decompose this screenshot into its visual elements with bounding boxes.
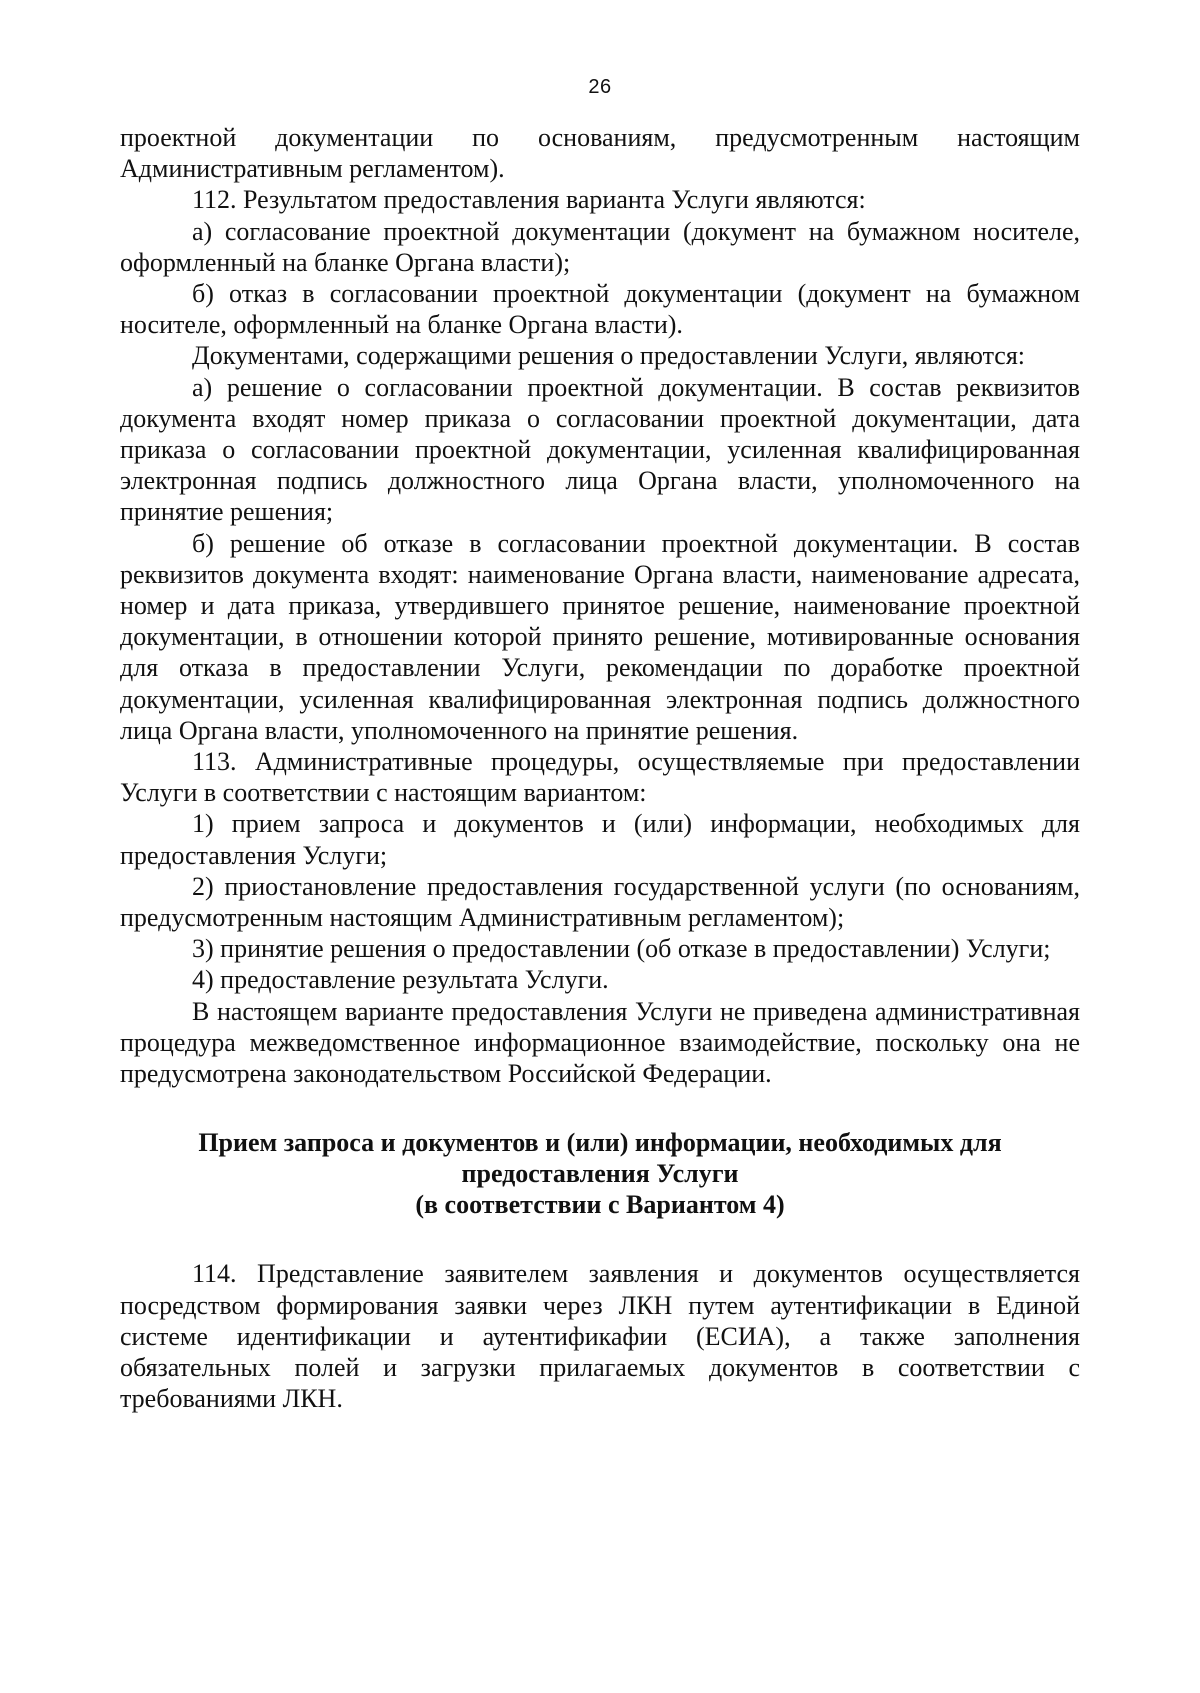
paragraph-113-3: 3) принятие решения о предоставлении (об отказе в предоставлении) Услуги;	[192, 934, 1051, 964]
paragraph-note: В настоящем варианте предоставления Услуги не приведена административная процедура межведомственное информационное взаимодействие, поскольку она не предусмотрена законодательством Российской Федерации.	[120, 996, 1080, 1089]
paragraph-decision-b: б) решение об отказе в согласовании проектной документации. В состав реквизитов документа входят: наименование Органа власти, наименование адресата, номер и дата приказа, утвердившего принятое решение, наименование проектной документации, в отношении которой принято решение, мотивированные основания для отказа в предоставлении Услуги, рекомендации по доработке проектной документации, усиленная квалифицированная электронная подпись должностного лица Органа власти, уполномоченного на принятие решения.	[120, 528, 1080, 745]
paragraph-113-1: 1) прием запроса и документов и (или) информации, необходимых для предоставления Услуги;	[120, 809, 1080, 870]
section-heading	[120, 1127, 1080, 1220]
page-number: 26	[588, 76, 612, 98]
paragraph-113-4: 4) предоставление результата Услуги.	[192, 965, 609, 995]
paragraph-113-2: 2) приостановление предоставления государственной услуги (по основаниям, предусмотренным настоящим Административным регламентом);	[120, 871, 1080, 933]
paragraph-decision-a: а) решение о согласовании проектной документации. В состав реквизитов документа входят номер приказа о согласовании проектной документации, дата приказа о согласовании проектной документации, усиленная квалифицированная электронная подпись должностного лица Органа власти, уполномоченного на принятие решения;	[120, 372, 1080, 527]
section-heading-line-3: (в соответствии с Вариантом 4)	[415, 1190, 785, 1220]
paragraph-114: 114. Представление заявителем заявления и документов осуществляется посредством формирования заявки через ЛКН путем аутентификации в Единой системе идентификации и аутентификафии (ЕСИА), а также заполнения обязательных полей и загрузки прилагаемых документов в соответствии с требованиями ЛКН.	[120, 1259, 1080, 1414]
paragraph-continuation: проектной документации по основаниям, предусмотренным настоящим Административным регламентом).	[120, 123, 1080, 184]
section-heading-line-2: предоставления Услуги	[461, 1159, 739, 1189]
paragraph-112-b: б) отказ в согласовании проектной документации (документ на бумажном носителе, оформленный на бланке Органа власти).	[120, 279, 1080, 340]
paragraph-113: 113. Административные процедуры, осуществляемые при предоставлении Услуги в соответствии с настоящим вариантом:	[120, 747, 1080, 808]
paragraph-documents-decisions: Документами, содержащими решения о предоставлении Услуги, являются:	[192, 341, 1026, 371]
paragraph-112: 112. Результатом предоставления варианта Услуги являются:	[192, 185, 866, 215]
section-heading-line-1: Прием запроса и документов и (или) информации, необходимых для	[198, 1128, 1002, 1158]
document-body	[120, 122, 1080, 1414]
paragraph-112-a: а) согласование проектной документации (документ на бумажном носителе, оформленный на бланке Органа власти);	[120, 216, 1080, 277]
